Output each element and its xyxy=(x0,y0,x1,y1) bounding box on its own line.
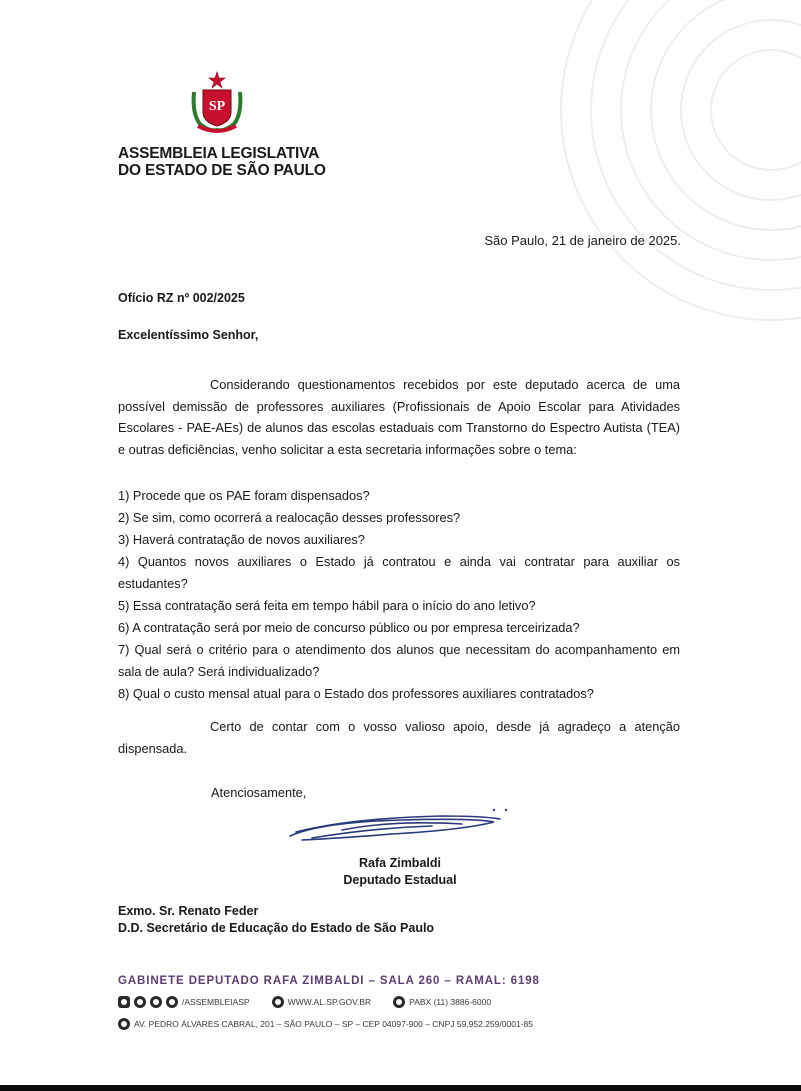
svg-text:SP: SP xyxy=(208,99,226,114)
signer-block xyxy=(300,855,500,889)
footer-contact-row xyxy=(118,996,491,1008)
instagram-icon[interactable] xyxy=(118,996,130,1008)
globe-icon xyxy=(272,996,284,1008)
question-item: 7) Qual será o critério para o atendimento dos alunos que necessitam do acompanhamento em sala de aula? Será individualizado? xyxy=(118,642,680,679)
location-pin-icon xyxy=(118,1018,130,1030)
salutation: Excelentíssimo Senhor, xyxy=(118,328,259,342)
organization-name-line2: DO ESTADO DE SÃO PAULO xyxy=(118,162,326,179)
closing-paragraph: Certo de contar com o vosso valioso apoio, desde já agradeço a atenção dispensada. xyxy=(118,719,680,756)
question-item: 2) Se sim, como ocorrerá a realocação desses professores? xyxy=(118,510,461,525)
question-item: 6) A contratação será por meio de concurso público ou por empresa terceirizada? xyxy=(118,620,580,635)
signer-name: Rafa Zimbaldi xyxy=(359,856,441,870)
question-item: 8) Qual o custo mensal atual para o Estado dos professores auxiliares contratados? xyxy=(118,686,594,701)
question-item: 3) Haverá contratação de novos auxiliares? xyxy=(118,532,365,547)
facebook-icon[interactable] xyxy=(134,996,146,1008)
website-link[interactable]: WWW.AL.SP.GOV.BR xyxy=(287,997,372,1007)
twitter-icon[interactable] xyxy=(150,996,162,1008)
body-paragraph: Considerando questionamentos recebidos por este deputado acerca de uma possível demissão de professores auxiliares (Profissionais de Apoio Escolar para Atividades Escolares - PAE-AEs) de alunos das escolas estaduais com Transtorno do Espectro Autista (TEA) e outras deficiências, venho solicitar a esta secretaria informações sobre o tema: xyxy=(118,377,680,457)
regards-text: Atenciosamente, xyxy=(211,785,307,800)
letter-date: São Paulo, 21 de janeiro de 2025. xyxy=(484,233,681,248)
footer-address-row xyxy=(118,1018,533,1030)
footer-title: GABINETE DEPUTADO RAFA ZIMBALDI – SALA 260 – RAMAL: 6198 xyxy=(118,975,540,987)
address-text: AV. PEDRO ÁLVARES CABRAL, 201 – SÃO PAULO – SP – CEP 04097-900 – CNPJ 59.952.259/0001-85 xyxy=(134,1019,533,1029)
phone-icon xyxy=(393,996,405,1008)
handwritten-signature xyxy=(282,800,522,856)
watermark-arcs xyxy=(441,0,801,360)
recipient-name: Exmo. Sr. Renato Feder xyxy=(118,904,259,918)
phone-number: PABX (11) 3886-6000 xyxy=(409,997,492,1007)
question-item: 1) Procede que os PAE foram dispensados? xyxy=(118,488,370,503)
youtube-icon[interactable] xyxy=(166,996,178,1008)
question-item: 5) Essa contratação será feita em tempo hábil para o início do ano letivo? xyxy=(118,598,536,613)
social-handle[interactable]: /ASSEMBLEIASP xyxy=(182,997,250,1007)
signer-title: Deputado Estadual xyxy=(343,873,457,887)
question-list xyxy=(118,485,680,705)
question-item: 4) Quantos novos auxiliares o Estado já contratou e ainda vai contratar para auxiliar os estudantes? xyxy=(118,554,680,591)
organization-name-line1: ASSEMBLEIA LEGISLATIVA xyxy=(118,145,320,162)
letter-reference: Ofício RZ nº 002/2025 xyxy=(118,291,245,305)
recipient-position: D.D. Secretário de Educação do Estado de São Paulo xyxy=(118,920,435,935)
page-bottom-edge xyxy=(0,1085,801,1091)
sp-coat-of-arms-logo xyxy=(188,70,246,136)
recipient-block xyxy=(118,903,434,936)
